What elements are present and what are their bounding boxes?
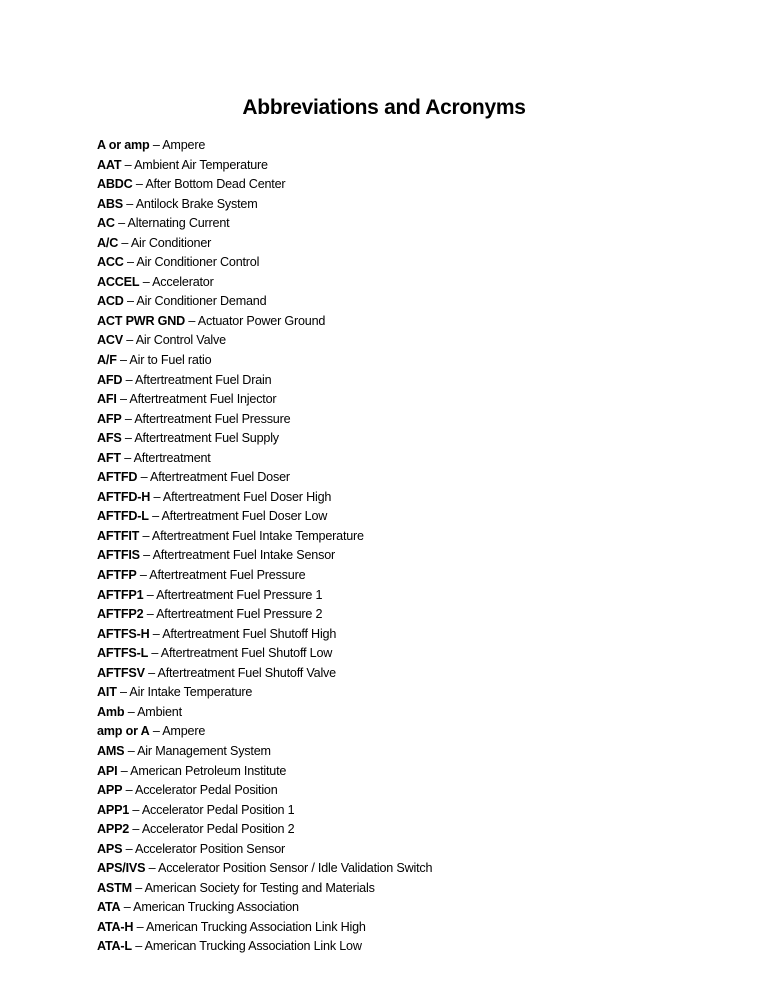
abbreviation-entry bbox=[97, 273, 432, 293]
abbreviation-term: AFTFIT bbox=[97, 528, 140, 543]
separator-dash: – bbox=[131, 880, 145, 895]
abbreviation-entry bbox=[97, 840, 432, 860]
abbreviation-meaning: Aftertreatment Fuel Pressure bbox=[149, 568, 306, 583]
abbreviation-meaning: American Trucking Association Link High bbox=[146, 919, 366, 934]
abbreviation-term: APS/IVS bbox=[97, 861, 146, 876]
separator-dash: – bbox=[129, 802, 142, 817]
abbreviation-entry bbox=[97, 195, 432, 215]
abbreviation-entry bbox=[97, 644, 432, 664]
separator-dash: – bbox=[122, 841, 136, 856]
abbreviation-term: AIT bbox=[97, 685, 117, 700]
abbreviation-meaning: Air to Fuel ratio bbox=[129, 353, 212, 368]
abbreviation-entry bbox=[97, 898, 432, 918]
separator-dash: – bbox=[122, 372, 136, 387]
abbreviation-term: ACD bbox=[97, 294, 124, 309]
separator-dash: – bbox=[118, 235, 131, 250]
abbreviation-meaning: Aftertreatment Fuel Pressure bbox=[134, 411, 291, 426]
abbreviation-meaning: Ampere bbox=[162, 724, 206, 739]
abbreviation-term: APP2 bbox=[97, 822, 130, 837]
separator-dash: – bbox=[124, 743, 138, 758]
abbreviation-term: ACT PWR GND bbox=[97, 313, 186, 328]
abbreviation-term: AFD bbox=[97, 372, 123, 387]
abbreviation-meaning: Aftertreatment Fuel Drain bbox=[135, 372, 272, 387]
abbreviation-entry bbox=[97, 566, 432, 586]
abbreviation-meaning: Air Conditioner Control bbox=[136, 255, 260, 270]
abbreviation-term: AFT bbox=[97, 450, 121, 465]
abbreviation-entry bbox=[97, 820, 432, 840]
separator-dash: – bbox=[116, 392, 130, 407]
abbreviation-entry bbox=[97, 234, 432, 254]
abbreviation-term: ATA-H bbox=[97, 919, 134, 934]
abbreviation-meaning: Aftertreatment Fuel Doser bbox=[150, 470, 290, 485]
abbreviation-meaning: Accelerator Pedal Position bbox=[135, 783, 278, 798]
abbreviation-term: AFTFP bbox=[97, 568, 137, 583]
abbreviation-entry bbox=[97, 292, 432, 312]
separator-dash: – bbox=[149, 724, 163, 739]
abbreviation-term: A or amp bbox=[97, 138, 150, 152]
abbreviation-term: ACV bbox=[97, 333, 123, 348]
separator-dash: – bbox=[149, 626, 163, 641]
separator-dash: – bbox=[123, 333, 136, 348]
abbreviation-meaning: American Trucking Association Link Low bbox=[144, 939, 362, 954]
abbreviation-term: APP bbox=[97, 783, 123, 798]
abbreviation-entry bbox=[97, 175, 432, 195]
abbreviation-term: AFI bbox=[97, 392, 117, 407]
separator-dash: – bbox=[120, 900, 134, 915]
separator-dash: – bbox=[185, 313, 198, 328]
abbreviation-meaning: Air Conditioner Demand bbox=[136, 294, 267, 309]
abbreviation-entry bbox=[97, 879, 432, 899]
separator-dash: – bbox=[121, 411, 135, 426]
separator-dash: – bbox=[121, 157, 135, 172]
separator-dash: – bbox=[145, 861, 159, 876]
abbreviation-entry bbox=[97, 488, 432, 508]
separator-dash: – bbox=[143, 587, 157, 602]
abbreviation-meaning: Accelerator Pedal Position 2 bbox=[141, 822, 295, 837]
separator-dash: – bbox=[148, 646, 161, 661]
abbreviation-term: AFTFP2 bbox=[97, 607, 144, 622]
abbreviation-entry bbox=[97, 722, 432, 742]
abbreviation-term: AFTFD bbox=[97, 470, 138, 485]
abbreviation-term: AMS bbox=[97, 743, 125, 758]
abbreviation-meaning: Accelerator Pedal Position 1 bbox=[141, 802, 295, 817]
abbreviation-entry bbox=[97, 859, 432, 879]
abbreviation-entry bbox=[97, 468, 432, 488]
separator-dash: – bbox=[131, 939, 145, 954]
abbreviation-entry bbox=[97, 156, 432, 176]
abbreviation-term: A/C bbox=[97, 235, 119, 250]
separator-dash: – bbox=[117, 763, 131, 778]
separator-dash: – bbox=[123, 294, 137, 309]
abbreviation-meaning: Aftertreatment bbox=[133, 450, 211, 465]
abbreviation-term: AFTFD-H bbox=[97, 489, 151, 504]
abbreviation-meaning: Accelerator bbox=[152, 274, 214, 289]
abbreviation-meaning: Air Management System bbox=[137, 743, 271, 758]
abbreviation-term: AFTFS-L bbox=[97, 646, 149, 661]
separator-dash: – bbox=[149, 138, 163, 152]
abbreviation-list bbox=[97, 136, 432, 957]
abbreviation-meaning: After Bottom Dead Center bbox=[145, 177, 286, 192]
abbreviation-meaning: American Trucking Association bbox=[133, 900, 299, 915]
abbreviation-entry bbox=[97, 331, 432, 351]
separator-dash: – bbox=[136, 568, 150, 583]
separator-dash: – bbox=[133, 919, 147, 934]
abbreviation-term: AFTFD-L bbox=[97, 509, 149, 524]
abbreviation-term: AAT bbox=[97, 157, 122, 172]
abbreviation-meaning: Ambient Air Temperature bbox=[134, 157, 268, 172]
abbreviation-meaning: Alternating Current bbox=[127, 216, 230, 231]
abbreviation-entry bbox=[97, 918, 432, 938]
separator-dash: – bbox=[143, 607, 157, 622]
separator-dash: – bbox=[116, 685, 130, 700]
abbreviation-entry bbox=[97, 312, 432, 332]
abbreviation-meaning: Aftertreatment Fuel Pressure 2 bbox=[156, 607, 323, 622]
abbreviation-meaning: Air Control Valve bbox=[135, 333, 226, 348]
abbreviation-meaning: Aftertreatment Fuel Shutoff Valve bbox=[157, 665, 336, 680]
abbreviation-term: ATA bbox=[97, 900, 121, 915]
separator-dash: – bbox=[124, 704, 138, 719]
abbreviation-term: APS bbox=[97, 841, 123, 856]
abbreviation-term: AFS bbox=[97, 431, 122, 446]
separator-dash: – bbox=[129, 822, 142, 837]
abbreviation-entry bbox=[97, 683, 432, 703]
abbreviation-meaning: Accelerator Position Sensor bbox=[135, 841, 286, 856]
abbreviation-term: AFP bbox=[97, 411, 122, 426]
abbreviation-term: ATA-L bbox=[97, 939, 132, 954]
abbreviation-meaning: Air Conditioner bbox=[130, 235, 212, 250]
abbreviation-entry bbox=[97, 136, 432, 156]
separator-dash: – bbox=[122, 783, 136, 798]
abbreviation-term: ACCEL bbox=[97, 274, 140, 289]
abbreviation-term: API bbox=[97, 763, 118, 778]
abbreviation-entry bbox=[97, 605, 432, 625]
abbreviation-term: AFTFP1 bbox=[97, 587, 144, 602]
abbreviation-meaning: Actuator Power Ground bbox=[197, 313, 326, 328]
abbreviation-term: AFTFSV bbox=[97, 665, 145, 680]
abbreviation-entry bbox=[97, 801, 432, 821]
abbreviation-entry bbox=[97, 781, 432, 801]
separator-dash: – bbox=[123, 255, 137, 270]
abbreviation-term: ASTM bbox=[97, 880, 132, 895]
separator-dash: – bbox=[116, 353, 130, 368]
abbreviation-entry bbox=[97, 664, 432, 684]
separator-dash: – bbox=[144, 665, 158, 680]
abbreviation-term: AC bbox=[97, 216, 115, 231]
abbreviation-entry bbox=[97, 253, 432, 273]
separator-dash: – bbox=[139, 274, 153, 289]
separator-dash: – bbox=[132, 177, 146, 192]
abbreviation-entry bbox=[97, 449, 432, 469]
abbreviation-entry bbox=[97, 507, 432, 527]
abbreviation-term: ABS bbox=[97, 196, 123, 211]
abbreviation-meaning: American Petroleum Institute bbox=[130, 763, 287, 778]
abbreviation-meaning: Aftertreatment Fuel Doser High bbox=[162, 489, 332, 504]
abbreviation-term: AFTFS-H bbox=[97, 626, 150, 641]
abbreviation-entry bbox=[97, 351, 432, 371]
abbreviation-meaning: Aftertreatment Fuel Doser Low bbox=[161, 509, 328, 524]
separator-dash: – bbox=[148, 509, 162, 524]
abbreviation-term: A/F bbox=[97, 353, 117, 368]
abbreviation-entry bbox=[97, 390, 432, 410]
abbreviation-meaning: Antilock Brake System bbox=[135, 196, 258, 211]
abbreviation-entry bbox=[97, 546, 432, 566]
abbreviation-entry bbox=[97, 429, 432, 449]
abbreviation-entry bbox=[97, 527, 432, 547]
abbreviation-entry bbox=[97, 742, 432, 762]
abbreviation-entry bbox=[97, 937, 432, 957]
abbreviation-term: APP1 bbox=[97, 802, 130, 817]
abbreviation-term: amp or A bbox=[97, 724, 150, 739]
abbreviation-meaning: Aftertreatment Fuel Injector bbox=[129, 392, 277, 407]
separator-dash: – bbox=[137, 470, 150, 485]
abbreviation-meaning: Aftertreatment Fuel Intake Temperature bbox=[151, 528, 364, 543]
abbreviation-term: ACC bbox=[97, 255, 124, 270]
abbreviation-meaning: Accelerator Position Sensor / Idle Validation Switch bbox=[158, 861, 433, 876]
separator-dash: – bbox=[121, 431, 135, 446]
abbreviation-entry bbox=[97, 410, 432, 430]
separator-dash: – bbox=[123, 196, 136, 211]
abbreviation-entry bbox=[97, 586, 432, 606]
abbreviation-entry bbox=[97, 214, 432, 234]
abbreviation-entry bbox=[97, 762, 432, 782]
abbreviation-meaning: Aftertreatment Fuel Supply bbox=[134, 431, 279, 446]
abbreviation-entry bbox=[97, 371, 432, 391]
abbreviation-meaning: Aftertreatment Fuel Shutoff Low bbox=[160, 646, 333, 661]
abbreviation-term: ABDC bbox=[97, 177, 133, 192]
abbreviation-term: Amb bbox=[97, 704, 125, 719]
abbreviation-meaning: American Society for Testing and Materials bbox=[144, 880, 375, 895]
separator-dash: – bbox=[150, 489, 163, 504]
abbreviation-meaning: Aftertreatment Fuel Shutoff High bbox=[162, 626, 337, 641]
separator-dash: – bbox=[139, 528, 152, 543]
abbreviation-meaning: Ampere bbox=[162, 138, 206, 152]
page-title: Abbreviations and Acronyms bbox=[242, 96, 526, 119]
abbreviation-meaning: Aftertreatment Fuel Intake Sensor bbox=[152, 548, 335, 563]
abbreviation-meaning: Ambient bbox=[137, 704, 182, 719]
separator-dash: – bbox=[114, 216, 128, 231]
abbreviation-entry bbox=[97, 625, 432, 645]
abbreviation-term: AFTFIS bbox=[97, 548, 140, 563]
abbreviation-entry bbox=[97, 703, 432, 723]
abbreviation-meaning: Aftertreatment Fuel Pressure 1 bbox=[156, 587, 323, 602]
separator-dash: – bbox=[139, 548, 153, 563]
abbreviation-meaning: Air Intake Temperature bbox=[129, 685, 253, 700]
separator-dash: – bbox=[120, 450, 134, 465]
